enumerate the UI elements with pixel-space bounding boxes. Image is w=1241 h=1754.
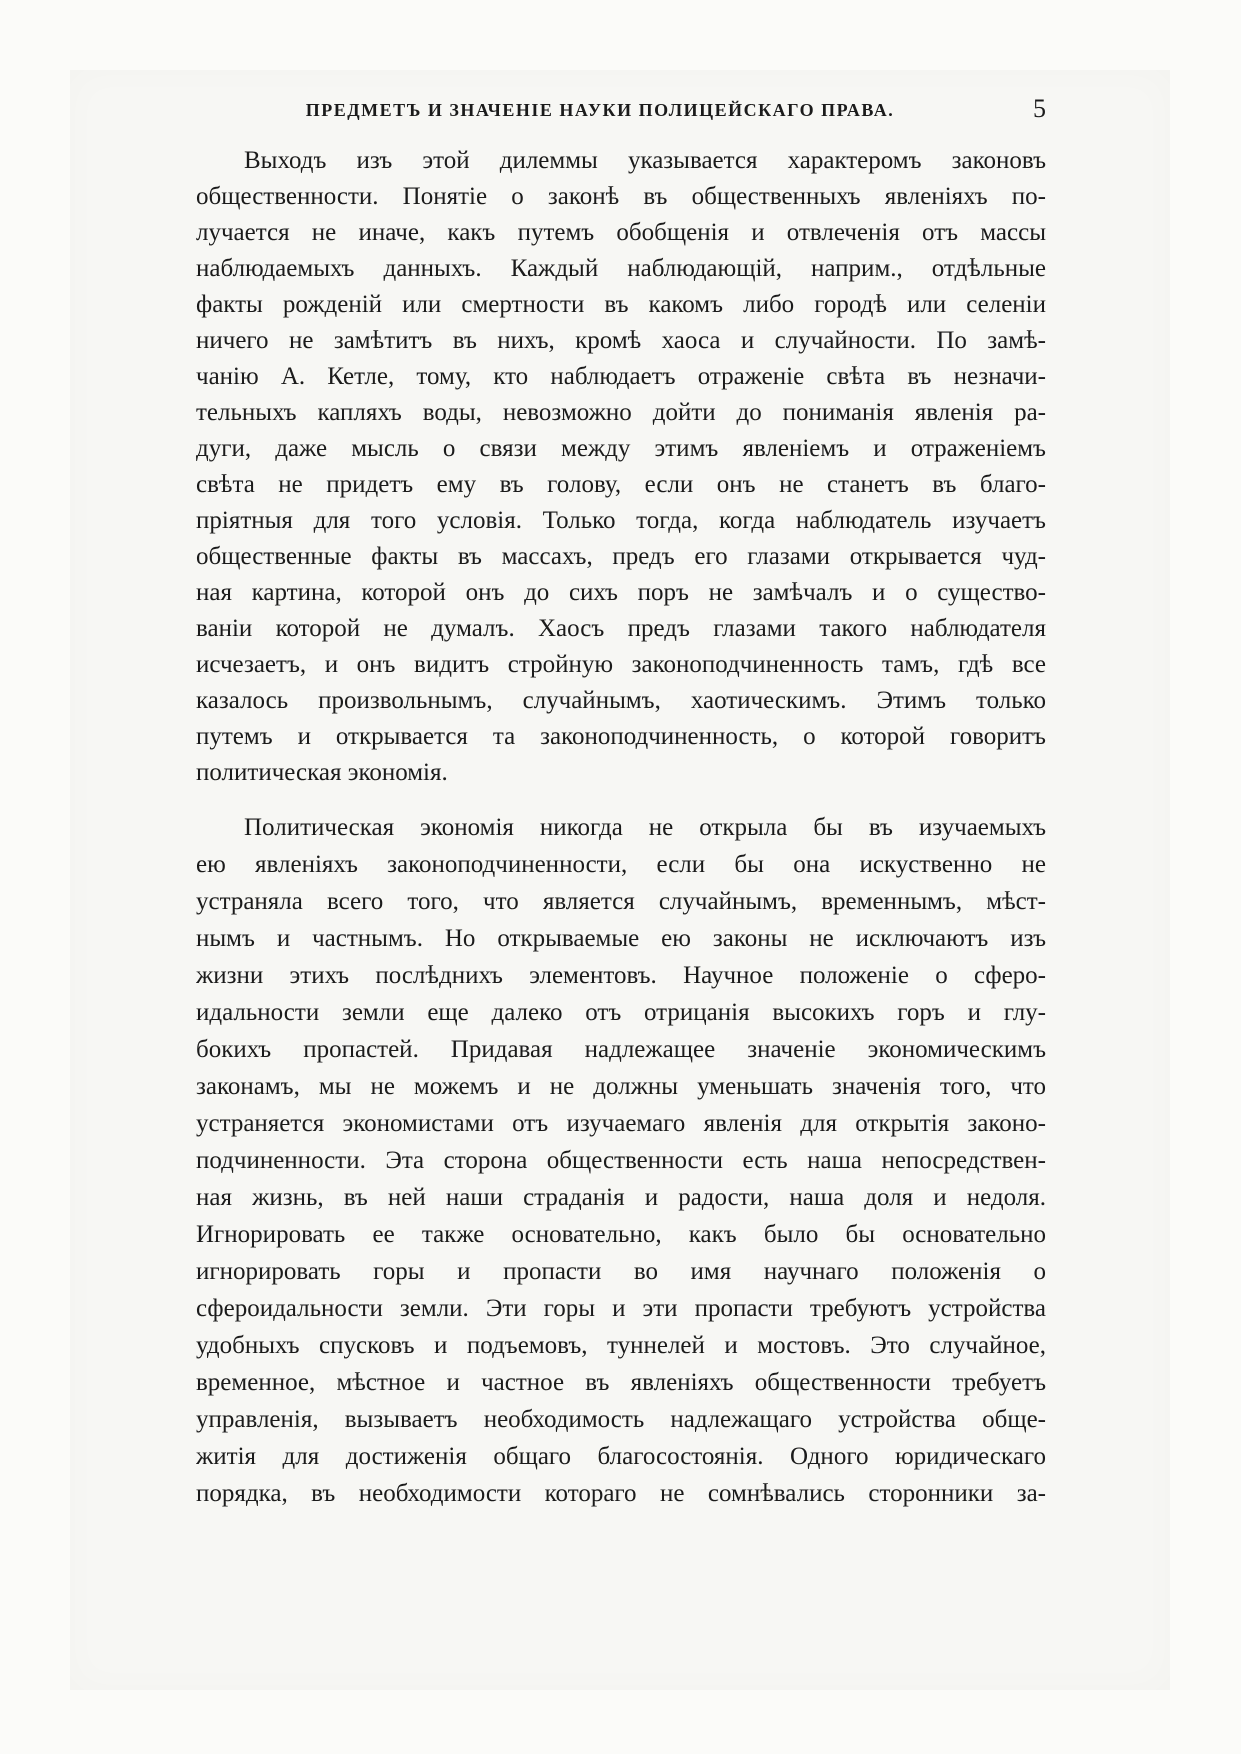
paragraph-1-line: общественные факты въ массахъ, предъ его глазами открывается чуд- [196, 543, 1046, 570]
paragraph-1-line: факты рожденій или смертности въ какомъ либо городѣ или селеніи [196, 291, 1046, 318]
paragraph-1-line: Выходъ изъ этой дилеммы указывается характеромъ законовъ [244, 147, 1046, 174]
paragraph-2-line: бокихъ пропастей. Придавая надлежащее значеніе экономическимъ [196, 1036, 1046, 1063]
paragraph-2-line: ею явленіяхъ законоподчиненности, если бы она искуственно не [196, 851, 1046, 878]
paragraph-1-line: наблюдаемыхъ данныхъ. Каждый наблюдающій, наприм., отдѣльные [196, 255, 1046, 282]
paragraph-2-line: управленія, вызываетъ необходимость надлежащаго устройства обще- [196, 1406, 1046, 1433]
running-title: ПРЕДМЕТЪ И ЗНАЧЕНІЕ НАУКИ ПОЛИЦЕЙСКАГО ПРАВА. [305, 100, 895, 120]
paragraph-2-line: жизни этихъ послѣднихъ элементовъ. Научное положеніе о сферо- [196, 962, 1046, 989]
paragraph-2-line: устраняется экономистами отъ изучаемаго явленія для открытія законо- [196, 1110, 1046, 1137]
paragraph-1-line: исчезаетъ, и онъ видитъ стройную законоподчиненность тамъ, гдѣ все [196, 651, 1046, 678]
paragraph-1-line: казалось произвольнымъ, случайнымъ, хаотическимъ. Этимъ только [196, 687, 1046, 714]
page-number: 5 [1033, 94, 1046, 123]
paragraph-2-line: удобныхъ спусковъ и подъемовъ, туннелей и мостовъ. Это случайное, [196, 1332, 1046, 1359]
paragraph-2-line: законамъ, мы не можемъ и не должны уменьшать значенія того, что [196, 1073, 1046, 1100]
paragraph-2-line: идальности земли еще далеко отъ отрицанія высокихъ горъ и глу- [196, 999, 1046, 1026]
paragraph-2-line: ная жизнь, въ ней наши страданія и радости, наша доля и недоля. [196, 1184, 1046, 1211]
paragraph-1-line: дуги, даже мысль о связи между этимъ явленіемъ и отраженіемъ [196, 435, 1046, 462]
paragraph-1-line: путемъ и открывается та законоподчиненность, о которой говоритъ [196, 723, 1046, 750]
paragraph-2-line: сфероидальности земли. Эти горы и эти пропасти требуютъ устройства [196, 1295, 1046, 1322]
paragraph-1-line: ваніи которой не думалъ. Хаосъ предъ глазами такого наблюдателя [196, 615, 1046, 642]
paragraph-2-line: нымъ и частнымъ. Но открываемые ею законы не исключаютъ изъ [196, 925, 1046, 952]
paragraph-1-line: политическая экономія. [196, 759, 448, 786]
paragraph-1-line: чанію А. Кетле, тому, кто наблюдаетъ отраженіе свѣта въ незначи- [196, 363, 1046, 390]
paragraph-2-line: Политическая экономія никогда не открыла бы въ изучаемыхъ [244, 814, 1046, 841]
paragraph-2-line: временное, мѣстное и частное въ явленіяхъ общественности требуетъ [196, 1369, 1046, 1396]
paragraph-1-line: ная картина, которой онъ до сихъ поръ не замѣчалъ и о существо- [196, 579, 1046, 606]
paragraph-2-line: Игнорировать ее также основательно, какъ было бы основательно [196, 1221, 1046, 1248]
paragraph-1-line: тельныхъ капляхъ воды, невозможно дойти до пониманія явленія ра- [196, 399, 1046, 426]
paragraph-2-line: житія для достиженія общаго благосостоянія. Одного юридическаго [196, 1443, 1046, 1470]
paragraph-2-line: устраняла всего того, что является случайнымъ, временнымъ, мѣст- [196, 888, 1046, 915]
paragraph-1-line: пріятныя для того условія. Только тогда, когда наблюдатель изучаетъ [196, 507, 1046, 534]
paragraph-1-line: ничего не замѣтитъ въ нихъ, кромѣ хаоса и случайности. По замѣ- [196, 327, 1046, 354]
paragraph-2-line: порядка, въ необходимости котораго не сомнѣвались сторонники за- [196, 1480, 1046, 1507]
paragraph-2-line: подчиненности. Эта сторона общественности есть наша непосредствен- [196, 1147, 1046, 1174]
paragraph-1-line: лучается не иначе, какъ путемъ обобщенія и отвлеченія отъ массы [196, 219, 1046, 246]
paragraph-2-line: игнорировать горы и пропасти во имя научнаго положенія о [196, 1258, 1046, 1285]
paragraph-1-line: общественности. Понятіе о законѣ въ общественныхъ явленіяхъ по- [196, 183, 1046, 210]
paragraph-1-line: свѣта не придетъ ему въ голову, если онъ не станетъ въ благо- [196, 471, 1046, 498]
